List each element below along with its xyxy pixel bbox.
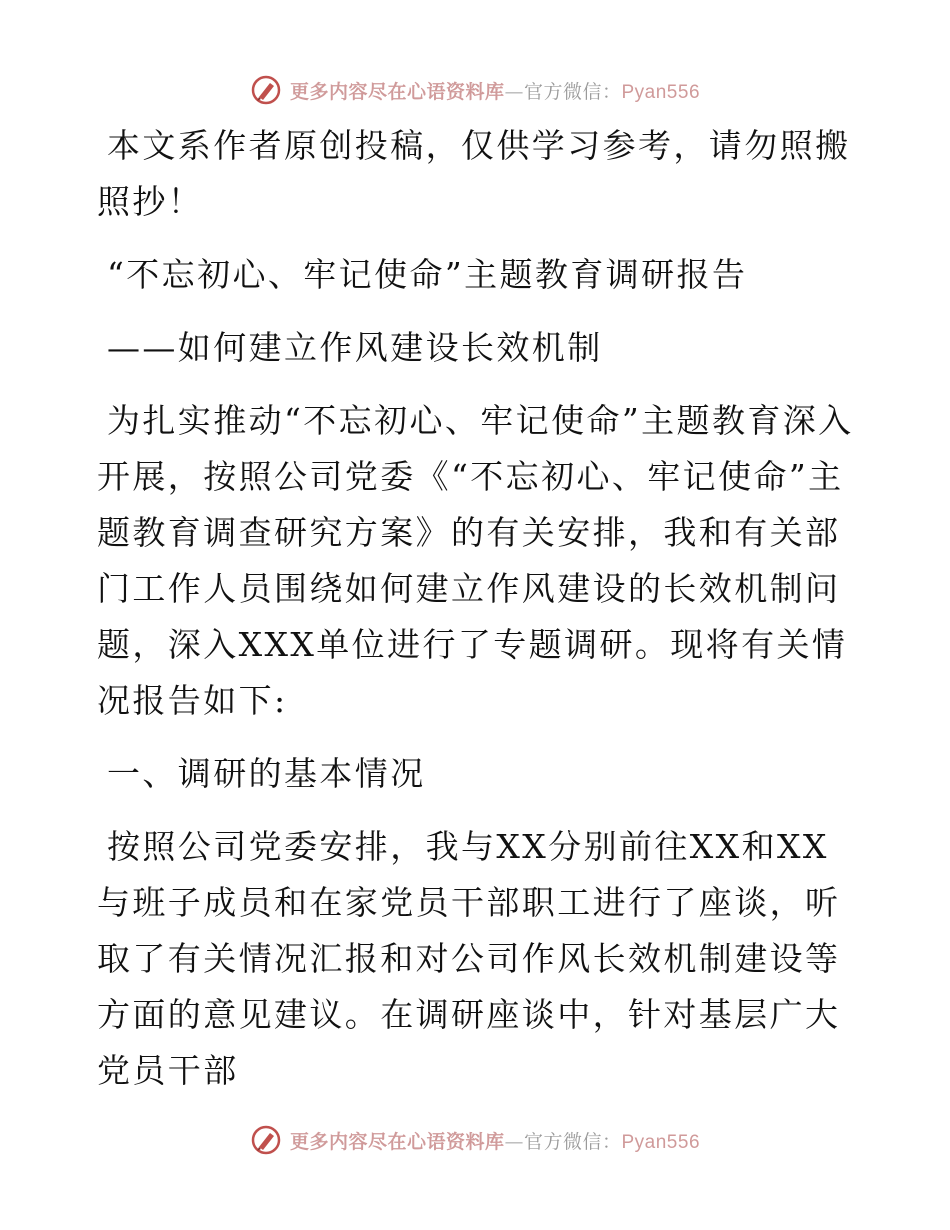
section1-paragraph: 按照公司党委安排，我与XX分别前往XX和XX与班子成员和在家党员干部职工进行了座谈，听取了有关情况汇报和对公司作风长效机制建设等方面的意见建议。在调研座谈中，针对基层广大党员干部 bbox=[97, 827, 841, 1090]
watermark-id: Pyan556 bbox=[621, 1131, 701, 1153]
header-watermark bbox=[0, 72, 950, 108]
watermark-separator: — bbox=[504, 1130, 524, 1153]
watermark-id: Pyan556 bbox=[621, 81, 701, 103]
intro-paragraph: 为扎实推动“不忘初心、牢记使命”主题教育深入开展，按照公司党委《“不忘初心、牢记使命”主题教育调查研究方案》的有关安排，我和有关部门工作人员围绕如何建立作风建设的长效机制问题，深入XXX单位进行了专题调研。现将有关情况报告如下: bbox=[97, 401, 854, 720]
footer-watermark bbox=[0, 1122, 950, 1158]
watermark-main-text: 更多内容尽在心语资料库 bbox=[289, 80, 505, 103]
document-body bbox=[97, 118, 857, 1116]
section1-heading: 一、调研的基本情况 bbox=[107, 754, 426, 793]
watermark-separator: — bbox=[504, 80, 524, 103]
watermark-sub-text: 官方微信： bbox=[523, 80, 622, 103]
watermark-main-text: 更多内容尽在心语资料库 bbox=[289, 1130, 505, 1153]
watermark-sub-text: 官方微信： bbox=[523, 1130, 622, 1153]
pen-logo-icon bbox=[250, 1124, 282, 1156]
document-subtitle: ——如何建立作风建设长效机制 bbox=[107, 328, 603, 367]
notice-paragraph: 本文系作者原创投稿，仅供学习参考，请勿照搬照抄！ bbox=[97, 126, 851, 221]
pen-logo-icon bbox=[250, 74, 282, 106]
document-title: “不忘初心、牢记使命”主题教育调研报告 bbox=[107, 255, 748, 294]
